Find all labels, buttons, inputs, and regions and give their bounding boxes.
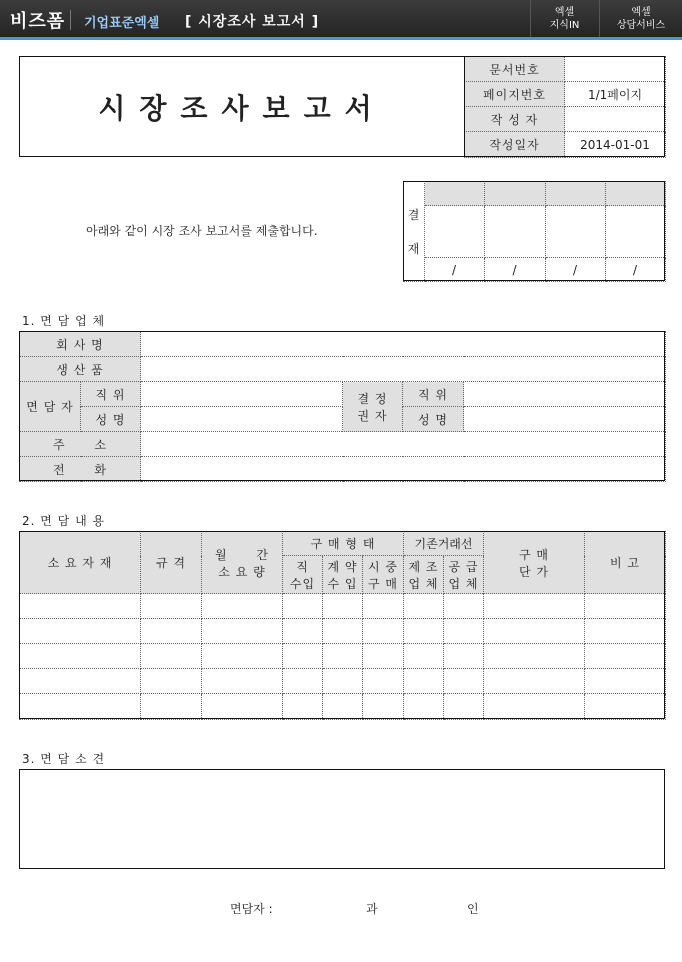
col-maker	[404, 556, 444, 594]
cell[interactable]	[444, 694, 484, 720]
col-monthly-2: 소 요 량	[218, 564, 266, 579]
approver-title-1[interactable]	[425, 182, 485, 206]
cell[interactable]	[484, 619, 585, 644]
cell[interactable]	[202, 669, 283, 694]
col-contract-2: 수 입	[327, 576, 358, 591]
cell[interactable]	[141, 594, 202, 619]
logo-divider	[70, 10, 71, 30]
company-table	[19, 331, 666, 482]
col-monthly	[202, 532, 283, 594]
approval-sign-1[interactable]	[425, 206, 485, 258]
cell[interactable]	[585, 694, 666, 720]
cell[interactable]	[444, 594, 484, 619]
table-row	[20, 644, 666, 669]
page-title: 시장조사보고서	[19, 56, 465, 157]
table-row	[20, 619, 666, 644]
cell[interactable]	[363, 669, 404, 694]
interviewee-name-label: 성 명	[81, 407, 141, 432]
col-direct-import	[283, 556, 323, 594]
decider-label-2: 권 자	[357, 408, 388, 423]
table-row	[20, 694, 666, 720]
cell[interactable]	[20, 694, 141, 720]
col-spec: 규 격	[141, 532, 202, 594]
col-material: 소 요 자 재	[20, 532, 141, 594]
date-field[interactable]: 2014-01-01	[565, 132, 666, 158]
cell[interactable]	[141, 694, 202, 720]
section2-title: 2. 면 담 내 용	[22, 514, 106, 528]
cell[interactable]	[20, 644, 141, 669]
col-existing-partner: 기존거래선	[404, 532, 484, 556]
product-field[interactable]	[141, 357, 666, 382]
cell[interactable]	[404, 594, 444, 619]
opinion-box[interactable]	[19, 769, 665, 869]
cell[interactable]	[202, 594, 283, 619]
excel-consult-button[interactable]	[599, 0, 682, 37]
col-maker-1: 제 조	[408, 559, 439, 574]
button-label-line2: 상담서비스	[616, 20, 666, 31]
decider-position-label: 직 위	[403, 382, 464, 407]
col-price-1: 구 매	[519, 547, 549, 562]
approval-sign-2[interactable]	[485, 206, 546, 258]
cell[interactable]	[404, 644, 444, 669]
footer-seal-label: 인	[467, 902, 479, 916]
cell[interactable]	[283, 644, 323, 669]
company-name-label: 회 사 명	[20, 332, 141, 357]
cell[interactable]	[363, 619, 404, 644]
table-row	[20, 669, 666, 694]
top-bar	[0, 0, 682, 40]
cell[interactable]	[323, 594, 363, 619]
cell[interactable]	[20, 594, 141, 619]
section3-title: 3. 면 담 소 견	[22, 752, 106, 766]
page-no-label: 페이지번호	[465, 82, 565, 107]
brand-label[interactable]: 기업표준엑셀	[84, 16, 160, 31]
col-price-2: 단 가	[519, 564, 549, 579]
submission-notice: 아래와 같이 시장 조사 보고서를 제출합니다.	[86, 224, 318, 238]
author-field[interactable]	[565, 107, 666, 132]
address-label: 주 소	[20, 432, 141, 457]
phone-field[interactable]	[141, 457, 666, 482]
col-market-purchase	[363, 556, 404, 594]
approval-date-3[interactable]: /	[546, 258, 606, 282]
cell[interactable]	[141, 644, 202, 669]
cell[interactable]	[20, 619, 141, 644]
approval-sign-4[interactable]	[606, 206, 666, 258]
cell[interactable]	[202, 644, 283, 669]
decider-name-label: 성 명	[403, 407, 464, 432]
cell[interactable]	[444, 644, 484, 669]
address-field[interactable]	[141, 432, 666, 457]
interview-content-table	[19, 531, 666, 720]
cell[interactable]	[283, 619, 323, 644]
decider-label-1: 결 정	[357, 391, 388, 406]
cell[interactable]	[484, 669, 585, 694]
cell[interactable]	[283, 594, 323, 619]
cell[interactable]	[283, 669, 323, 694]
document-meta-table	[464, 56, 666, 158]
excel-knowledge-button[interactable]	[530, 0, 598, 37]
topbar-accent-line	[0, 37, 682, 40]
cell[interactable]	[404, 619, 444, 644]
approval-label-1: 결	[407, 207, 421, 222]
cell[interactable]	[585, 594, 666, 619]
col-direct-2: 수입	[289, 576, 316, 591]
approval-label	[404, 182, 425, 282]
cell[interactable]	[141, 669, 202, 694]
approver-title-4[interactable]	[606, 182, 666, 206]
cell[interactable]	[202, 694, 283, 720]
col-supplier	[444, 556, 484, 594]
table-row	[20, 594, 666, 619]
interviewee-name-field[interactable]	[141, 407, 343, 432]
button-label-line2: 지식IN	[549, 20, 580, 31]
interviewee-label: 면 담 자	[20, 382, 81, 432]
cell[interactable]	[585, 669, 666, 694]
col-monthly-1: 월 간	[214, 547, 270, 562]
col-direct-1: 직	[296, 559, 309, 574]
cell[interactable]	[202, 619, 283, 644]
interviewee-position-field[interactable]	[141, 382, 343, 407]
cell[interactable]	[585, 619, 666, 644]
approval-date-1[interactable]: /	[425, 258, 485, 282]
phone-label: 전 화	[20, 457, 141, 482]
col-supplier-2: 업 체	[448, 576, 479, 591]
cell[interactable]	[444, 619, 484, 644]
cell[interactable]	[363, 694, 404, 720]
button-label-line1: 엑셀	[631, 7, 651, 18]
approval-sign-3[interactable]	[546, 206, 606, 258]
cell[interactable]	[323, 669, 363, 694]
product-label: 생 산 품	[20, 357, 141, 382]
header-doc-title: [ 시장조사 보고서 ]	[185, 14, 320, 30]
bizforms-logo[interactable]: 비즈폼	[10, 11, 66, 32]
col-unit-price	[484, 532, 585, 594]
col-market-1: 시 중	[368, 559, 398, 574]
cell[interactable]	[484, 644, 585, 669]
decider-name-field[interactable]	[464, 407, 666, 432]
author-label: 작 성 자	[465, 107, 565, 132]
approval-label-2: 재	[407, 241, 421, 256]
cell[interactable]	[484, 594, 585, 619]
approval-table	[403, 181, 666, 282]
col-purchase-type: 구 매 형 태	[283, 532, 404, 556]
footer-and-label: 과	[366, 902, 378, 916]
interviewee-position-label: 직 위	[81, 382, 141, 407]
col-supplier-1: 공 급	[448, 559, 479, 574]
col-contract-1: 계 약	[327, 559, 358, 574]
section1-title: 1. 면 담 업 체	[22, 314, 106, 328]
cell[interactable]	[283, 694, 323, 720]
cell[interactable]	[141, 619, 202, 644]
cell[interactable]	[585, 644, 666, 669]
decider-label	[343, 382, 403, 432]
approver-title-2[interactable]	[485, 182, 546, 206]
col-note: 비 고	[585, 532, 666, 594]
cell[interactable]	[484, 694, 585, 720]
col-maker-2: 업 체	[408, 576, 439, 591]
decider-position-field[interactable]	[464, 382, 666, 407]
approver-title-3[interactable]	[546, 182, 606, 206]
cell[interactable]	[323, 619, 363, 644]
cell[interactable]	[323, 694, 363, 720]
footer-interviewee-label: 면담자 :	[230, 902, 273, 916]
cell[interactable]	[404, 694, 444, 720]
cell[interactable]	[363, 644, 404, 669]
cell[interactable]	[363, 594, 404, 619]
date-label: 작성일자	[465, 132, 565, 158]
button-label-line1: 엑셀	[554, 7, 575, 18]
doc-no-label: 문서번호	[465, 57, 565, 82]
approval-date-4[interactable]: /	[606, 258, 666, 282]
cell[interactable]	[20, 669, 141, 694]
cell[interactable]	[323, 644, 363, 669]
cell[interactable]	[404, 669, 444, 694]
col-contract-import	[323, 556, 363, 594]
company-name-field[interactable]	[141, 332, 666, 357]
col-market-2: 구 매	[368, 576, 398, 591]
page-no-field[interactable]: 1/1페이지	[565, 82, 666, 107]
doc-no-field[interactable]	[565, 57, 666, 82]
approval-date-2[interactable]: /	[485, 258, 546, 282]
cell[interactable]	[444, 669, 484, 694]
